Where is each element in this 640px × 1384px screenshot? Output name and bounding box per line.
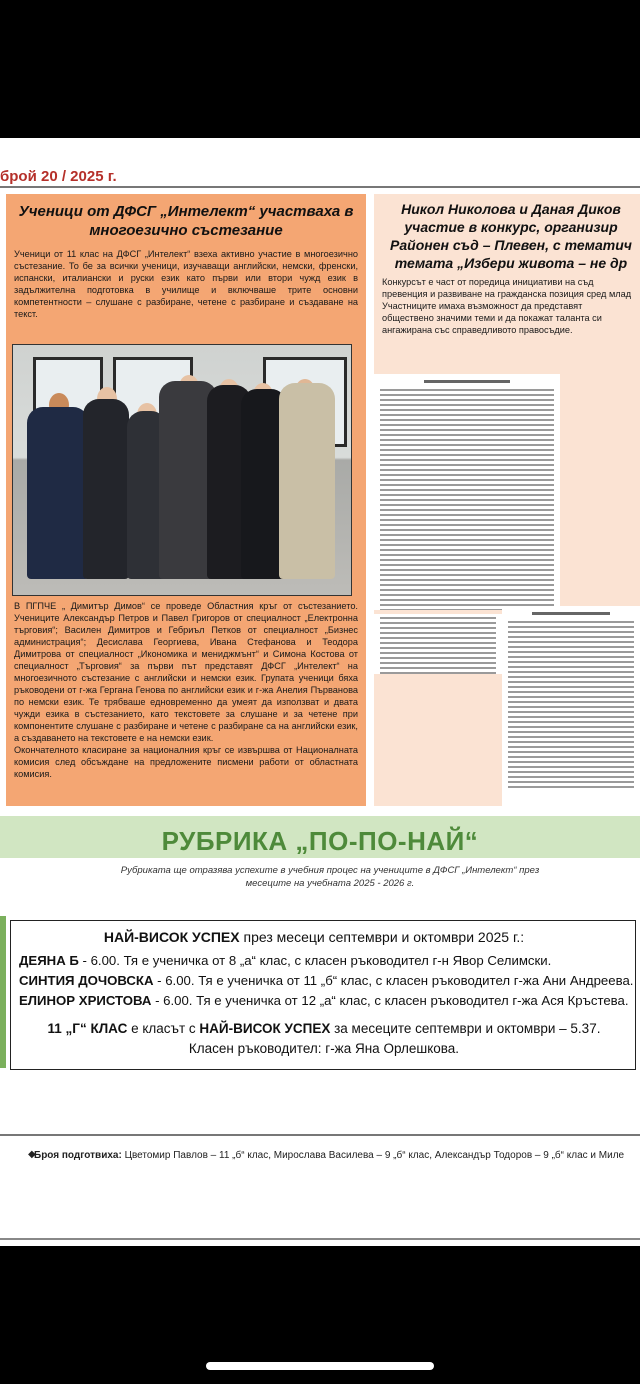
right-article: [374, 194, 640, 806]
rubrika-banner: [0, 816, 640, 858]
top-class-line: 11 „Г“ КЛАС е класът с НАЙ-ВИСОК УСПЕХ за месеците септември и октомври – 5.37.: [47, 1021, 601, 1036]
left-article-title: Ученици от ДФСГ „Интелект“ участваха в многоезично състезание: [18, 203, 354, 239]
rubrika-title: РУБРИКА „ПО-ПО-НАЙ“: [161, 826, 479, 856]
essay-page-scan: [374, 374, 560, 610]
student-figure: [27, 407, 89, 579]
rubrika-description: Рубриката ще отразява успехите в учебния процес на учениците в ДФСГ „Интелект“ през месеците на учебната 2025 - 2026 г.: [120, 865, 540, 889]
right-article-title: Никол Николова и Даная Диков участие в конкурс, организир Районен съд – Плевен, с тематич темата „Избери живота – не др: [390, 201, 632, 271]
right-article-line: Участниците имаха възможност да представят: [382, 301, 583, 311]
bullet-icon: ◆: [28, 1149, 36, 1160]
bottom-divider: [0, 1238, 640, 1240]
newspaper-page: [0, 138, 640, 1246]
class-teacher: Класен ръководител: г-жа Яна Орлешкова.: [188, 1041, 460, 1056]
left-article-paragraph: В ПГПЧЕ „ Димитър Димов“ се проведе Областния кръг от състезанието. Учениците Александър Петров и Павел Григоров от специалност „Електронна търговия“; Василен Димитров и Гебриъл Петков от специалност „Бизнес администрация“; Десислава Георгиева, Ивана Стефанова и Теодора Димитрова от специалност „Икономика и мениджмънт“ и Симона Костова от специалност „Търговия“ за първи път представят ДФСГ „Интелект“ на многоезичното състезание с английски и немски език. Групата ученици бяха ръководени от г-жа Гергана Генова по английски език и г-жа Анелия Първанова по немски език. Те трябваше едновременно да умеят да използват и двата чужди езика в състезанието, като текстовете за слушане и за четене при компонентите слушане с разбиране и четене с разбиране са на английски език, а създаването на текстовете е на немски език.: [14, 601, 358, 743]
header-divider: [0, 186, 640, 188]
left-article-paragraph: Окончателното класиране за националния кръг се извършва от Националната комисия след обсъждане на предложените писмени работи от областната комисия.: [14, 745, 358, 779]
students-group-photo: [12, 344, 352, 596]
essay-page-scan: [502, 606, 640, 806]
success-box: [10, 920, 636, 1070]
left-article: [6, 194, 366, 806]
home-indicator[interactable]: [206, 1362, 434, 1370]
student-figure: [279, 383, 335, 579]
accent-bar: [0, 916, 6, 1068]
left-article-intro: Ученици от 11 клас на ДФСГ „Интелект“ взеха активно участие в многоезично състезание. То бе за всички ученици, изучаващи английски, немски, френски, испански, италиански и руски език като първи или втори чужд език в задължителна подготовка в училище и включваше трите основни компетентности – слушане с разбиране, четене с разбиране и създаване на текст.: [14, 249, 358, 319]
right-article-line: обществено значими теми и да покажат таланта си: [382, 313, 602, 323]
right-article-line: ангажирана със справедливото правосъдие.: [382, 325, 573, 335]
student-row: ЕЛИНОР ХРИСТОВА - 6.00. Тя е ученичка от 12 „а“ клас, с класен ръководител г-жа Ася Кръстева.: [19, 993, 629, 1008]
footer-divider: [0, 1134, 640, 1136]
left-article-body: [6, 600, 366, 780]
student-row: ДЕЯНА Б - 6.00. Тя е ученичка от 8 „а“ клас, с класен ръководител г-н Явор Селимски.: [19, 953, 552, 968]
essay-page-scan: [374, 614, 502, 674]
right-article-line: превенция и развиване на гражданска позиция сред млад: [382, 289, 632, 299]
issue-number: брой 20 / 2025 г.: [0, 168, 117, 185]
right-article-line: Конкурсът е част от поредица инициативи на съд: [382, 277, 594, 287]
student-figure: [83, 399, 129, 579]
credits-line: ◆ Броя подготвиха: Цветомир Павлов – 11 „б“ клас, Мирослава Василева – 9 „б“ клас, Александър Тодоров – 9 „б“ клас и Миле: [28, 1149, 625, 1161]
success-title: НАЙ-ВИСОК УСПЕХ през месеци септември и октомври 2025 г.:: [103, 929, 525, 945]
student-row: СИНТИЯ ДОЧОВСКА - 6.00. Тя е ученичка от 11 „б“ клас, с класен ръководител г-жа Ани Андреева.: [19, 973, 634, 988]
